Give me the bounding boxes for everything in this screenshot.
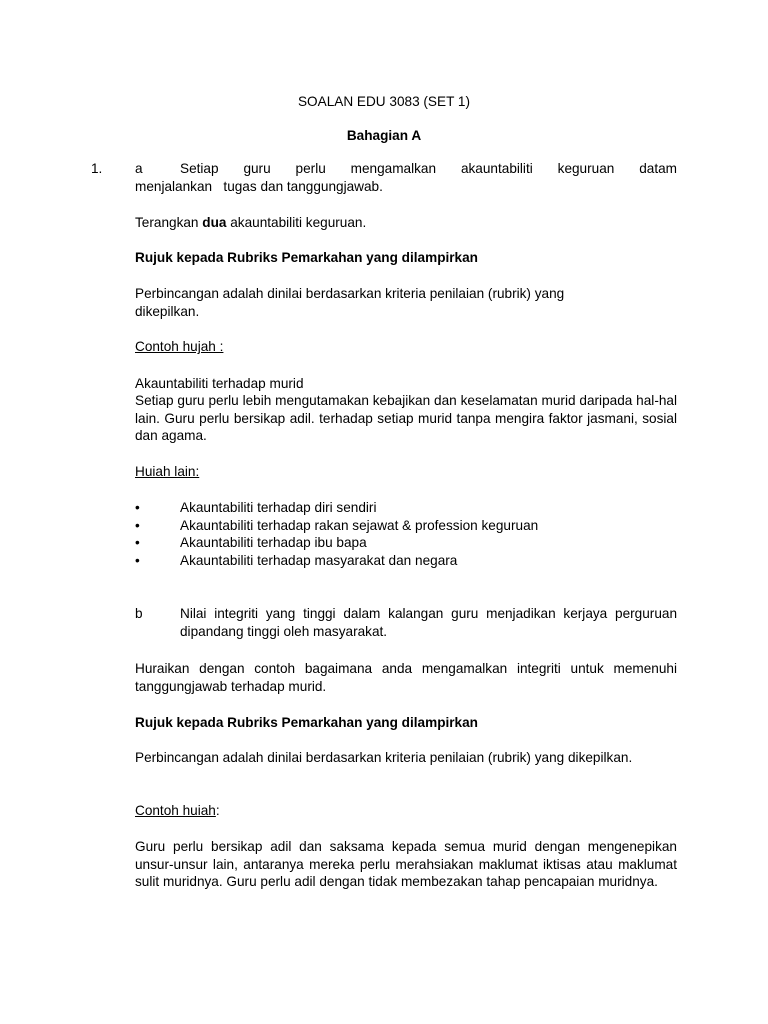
part-a-label: a [135, 161, 143, 176]
part-b-rubric-note: Rujuk kepada Rubriks Pemarkahan yang dilampirkan [135, 715, 478, 730]
part-a-statement-line2: menjalankan tugas dan tanggungjawab. [135, 179, 383, 194]
statement-word: datam [639, 161, 677, 176]
part-b-example-body: Guru perlu bersikap adil dan saksama kepada semua murid dengan mengenepikan unsur-unsur lain, antaranya mereka perlu merahsiakan maklumat iktisas atau maklumat sulit muridnya. Guru perlu adil dengan tidak membezakan tahap pencapaian muridnya. [135, 839, 677, 889]
statement-word: guru [243, 161, 271, 176]
part-a-example-title: Akauntabiliti terhadap murid [135, 376, 304, 391]
part-a-example-heading: Contoh hujah : [135, 339, 224, 354]
part-b-discussion: Perbincangan adalah dinilai berdasarkan kriteria penilaian (rubrik) yang dikepilkan. [135, 750, 633, 765]
part-b-example-heading-line [135, 802, 220, 820]
statement-word: perlu [295, 161, 326, 176]
part-b-instruction: Huraikan dengan contoh bagaimana anda mengamalkan integriti untuk memenuhi tanggungjawab terhadap murid. [135, 661, 677, 694]
part-a-statement-line1 [180, 160, 677, 178]
part-a-other-heading: Huiah lain: [135, 464, 200, 479]
document-title: SOALAN EDU 3083 (SET 1) [297, 94, 470, 109]
bullet-text: Akauntabiliti terhadap ibu bapa [180, 535, 367, 550]
statement-word: akauntabiliti [460, 161, 533, 176]
instruction-post: akauntabiliti keguruan. [226, 215, 367, 230]
part-b-example-heading: Contoh huiah [135, 803, 216, 818]
part-b-label: b [135, 606, 143, 621]
bullet-icon: • [135, 553, 140, 568]
statement-word: keguruan [557, 161, 615, 176]
part-a-discussion: Perbincangan adalah dinilai berdasarkan kriteria penilaian (rubrik) yang dikepilkan. [135, 286, 565, 319]
bullet-icon: • [135, 535, 140, 550]
bullet-icon: • [135, 518, 140, 533]
section-heading: Bahagian A [346, 128, 422, 143]
bullet-text: Akauntabiliti terhadap masyarakat dan negara [180, 553, 458, 568]
bullet-text: Akauntabiliti terhadap diri sendiri [180, 500, 377, 515]
statement-word: Setiap [180, 161, 219, 176]
part-a-instruction [135, 214, 366, 232]
part-a-example-body: Setiap guru perlu lebih mengutamakan kebajikan dan keselamatan murid daripada hal-hal lain. Guru perlu bersikap adil. terhadap setiap murid tanpa mengira faktor jasmani, sosial dan agama. [135, 393, 677, 443]
statement-word: mengamalkan [350, 161, 437, 176]
part-b-statement: Nilai integriti yang tinggi dalam kalangan guru menjadikan kerjaya perguruan dipandang tinggi oleh masyarakat. [180, 606, 677, 639]
part-b-example-heading-suffix: : [215, 803, 220, 818]
bullet-text: Akauntabiliti terhadap rakan sejawat & profession keguruan [180, 518, 539, 533]
instruction-bold: dua [202, 215, 227, 230]
question-number: 1. [91, 161, 103, 176]
bullet-icon: • [135, 500, 140, 515]
part-a-rubric-note: Rujuk kepada Rubriks Pemarkahan yang dilampirkan [135, 250, 478, 265]
instruction-pre: Terangkan [135, 215, 203, 230]
